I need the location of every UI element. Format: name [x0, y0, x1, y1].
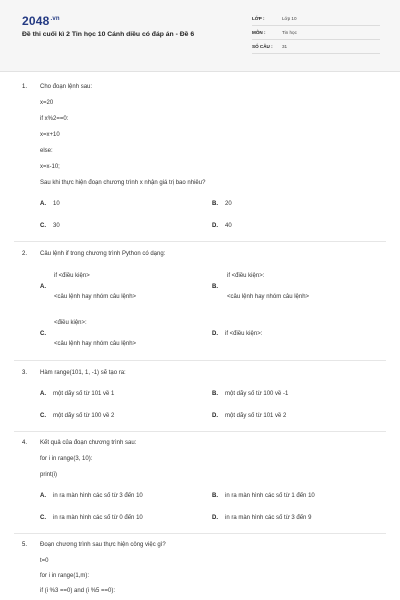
option-d[interactable]: [212, 413, 286, 419]
option-text: in ra màn hình các số từ 3 đến 9: [225, 515, 312, 521]
option-label: C.: [40, 331, 46, 337]
question-text: Câu lệnh if trong chương trình Python có dạng:: [40, 251, 166, 257]
option-text: <câu lệnh hay nhóm câu lệnh>: [227, 294, 310, 300]
meta-key: LỚP :: [252, 16, 265, 21]
meta-value: 31: [282, 44, 288, 49]
logo-main-text: 2048: [22, 14, 50, 28]
question-number: 3.: [22, 370, 28, 376]
option-d[interactable]: [212, 515, 311, 521]
option-label: D.: [212, 223, 218, 229]
meta-value: Lớp 10: [282, 16, 297, 21]
option-c[interactable]: [40, 515, 143, 521]
option-text: một dãy số từ 100 về 2: [53, 413, 115, 419]
code-line: if x%2==0:: [40, 116, 69, 122]
code-line: t=0: [40, 558, 49, 564]
option-text: <câu lệnh hay nhóm câu lệnh>: [54, 341, 137, 347]
option-b[interactable]: [212, 201, 232, 207]
question-text: Sau khi thực hiện đoạn chương trình x nhận giá trị bao nhiêu?: [40, 180, 206, 186]
meta-key: SỐ CÂU :: [252, 44, 273, 49]
option-label: A.: [40, 201, 46, 207]
option-d[interactable]: [212, 223, 232, 229]
option-label: A.: [40, 493, 46, 499]
option-label: A.: [40, 284, 46, 290]
option-text: <câu lệnh hay nhóm câu lệnh>: [54, 294, 137, 300]
meta-value: Tin học: [282, 30, 297, 35]
option-label: A.: [40, 391, 46, 397]
code-line: x=x+10: [40, 132, 60, 138]
code-line: x=20: [40, 100, 54, 106]
option-b[interactable]: [212, 493, 315, 499]
option-text: một dãy số từ 101 về 1: [53, 391, 115, 397]
option-text: <điều kiện>:: [54, 320, 87, 326]
option-a[interactable]: [40, 201, 60, 207]
option-text: 30: [53, 223, 60, 229]
option-text: in ra màn hình các số từ 0 đến 10: [53, 515, 143, 521]
option-label: D.: [212, 331, 218, 337]
option-label: B.: [212, 391, 218, 397]
logo-suffix-text: .vn: [50, 16, 60, 23]
code-line: x=x-10;: [40, 164, 60, 170]
option-text: 40: [225, 223, 232, 229]
question-text: Hàm range(101, 1, -1) sẽ tạo ra:: [40, 370, 126, 376]
option-label: D.: [212, 413, 218, 419]
question-divider: [14, 241, 386, 242]
meta-row-count: [252, 42, 380, 54]
option-text: if <điều kiện>:: [225, 331, 263, 337]
option-text: in ra màn hình các số từ 3 đến 10: [53, 493, 143, 499]
option-label: D.: [212, 515, 218, 521]
option-label: C.: [40, 515, 46, 521]
document-title: Đề thi cuối kì 2 Tin học 10 Cánh diều có đáp án - Đề 6: [22, 31, 195, 38]
code-line: for i in range(3, 10):: [40, 456, 93, 462]
option-text: if <điều kiện>: [54, 273, 90, 279]
code-line: else:: [40, 148, 53, 154]
option-label: C.: [40, 413, 46, 419]
option-c[interactable]: [40, 223, 60, 229]
option-label: B.: [212, 201, 218, 207]
question-text: Đoạn chương trình sau thực hiện công việc gì?: [40, 542, 166, 548]
site-logo[interactable]: [22, 14, 60, 28]
code-line: print(i): [40, 472, 58, 478]
option-text: 10: [53, 201, 60, 207]
option-a[interactable]: [40, 391, 114, 397]
option-text: một dãy số từ 101 về 2: [225, 413, 287, 419]
question-number: 4.: [22, 440, 28, 446]
option-d[interactable]: [212, 331, 262, 337]
option-label: B.: [212, 493, 218, 499]
question-number: 2.: [22, 251, 28, 257]
option-label: B.: [212, 284, 218, 290]
question-divider: [14, 431, 386, 432]
question-text: Cho đoạn lệnh sau:: [40, 84, 93, 90]
option-text: 20: [225, 201, 232, 207]
question-divider: [14, 360, 386, 361]
option-text: if <điều kiện>:: [227, 273, 265, 279]
option-text: một dãy số từ 100 về -1: [225, 391, 289, 397]
code-line: if (i %3 ==0) and (i %5 ==0):: [40, 588, 116, 594]
option-label: C.: [40, 223, 46, 229]
meta-key: MÔN :: [252, 30, 266, 35]
question-divider: [14, 533, 386, 534]
option-c[interactable]: [40, 413, 114, 419]
option-a[interactable]: [40, 493, 143, 499]
page-header: [0, 0, 400, 72]
option-text: in ra màn hình các số từ 1 đến 10: [225, 493, 315, 499]
meta-row-class: [252, 14, 380, 26]
code-line: for i in range(1,m):: [40, 573, 90, 579]
option-b[interactable]: [212, 391, 288, 397]
question-number: 1.: [22, 84, 28, 90]
question-number: 5.: [22, 542, 28, 548]
question-text: Kết quả của đoạn chương trình sau:: [40, 440, 137, 446]
meta-row-subject: [252, 28, 380, 40]
